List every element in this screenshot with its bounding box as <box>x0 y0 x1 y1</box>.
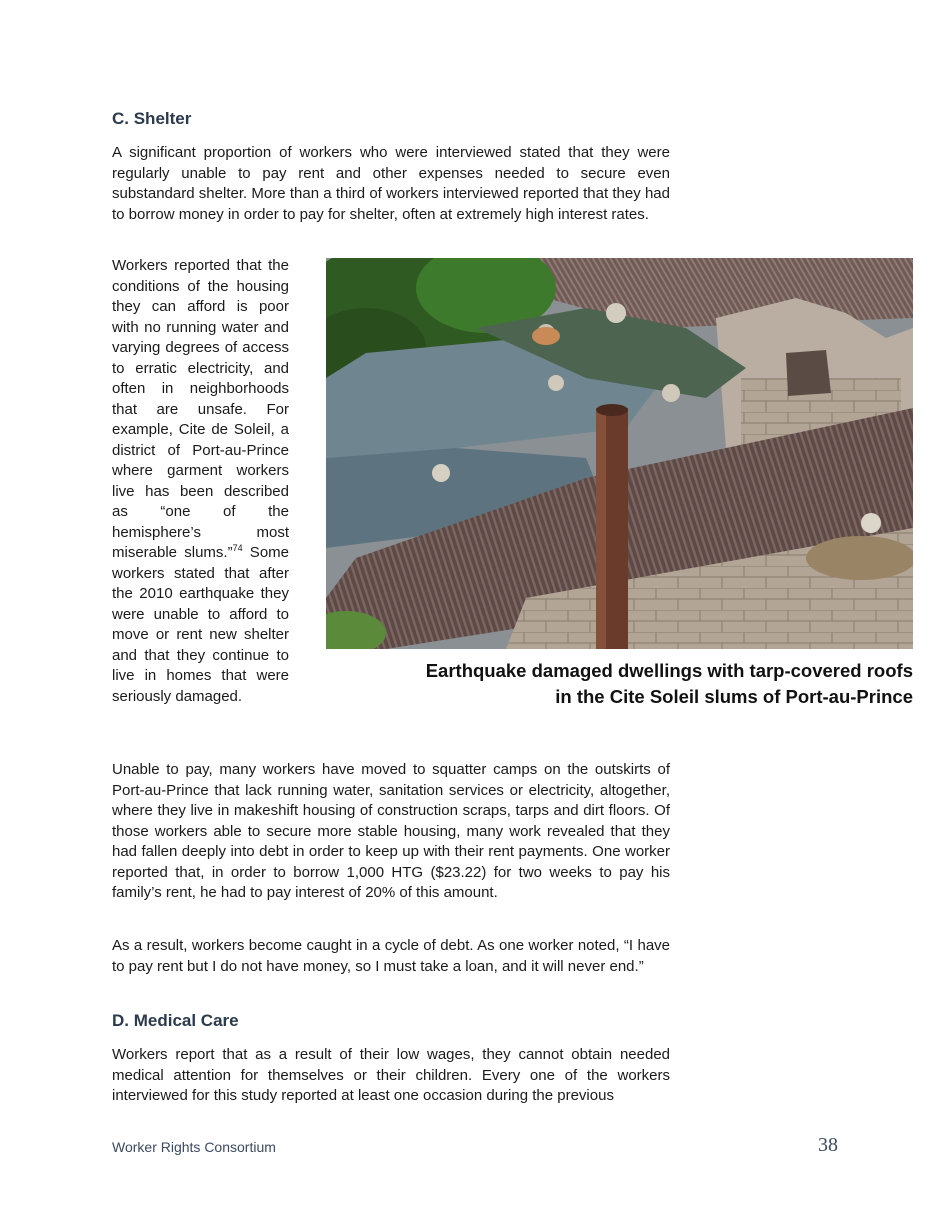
shelter-paragraph-3: As a result, workers become caught in a cycle of debt. As one worker noted, “I have to pay rent but I do not have money, so I must take a loan, and it will never end.” <box>112 937 670 975</box>
footnote-reference: 74 <box>232 543 243 553</box>
earthquake-dwellings-photo <box>326 258 913 649</box>
medical-care-paragraph: Workers report that as a result of their low wages, they cannot obtain needed medical attention for themselves or their children. Every one of the workers interviewed for this study reported at least one occasion during the previous <box>112 1046 670 1104</box>
shelter-paragraph-2: Unable to pay, many workers have moved to squatter camps on the outskirts of Port-au-Prince that lack running water, sanitation services or electricity, altogether, where they live in makeshift housing of construction scraps, tarps and dirt floors. Of those workers able to secure more stable housing, many work revealed that they had fallen deeply into debt in order to keep up with their rent payments. One worker reported that, in order to borrow 1,000 HTG ($23.22) for two weeks to pay his family’s rent, he had to pay interest of 20% of this amount. <box>112 761 670 901</box>
footer-organization: Worker Rights Consortium <box>112 1139 276 1155</box>
photo-caption-line-1: Earthquake damaged dwellings with tarp-covered roofs <box>425 660 913 681</box>
photo-caption <box>326 658 913 710</box>
shelter-side-text-continued: Some workers stated that after the 2010 earthquake they were unable to afford to move or rent new shelter and that they continue to live in homes that were seriously damaged. <box>112 544 289 705</box>
shelter-side-paragraph <box>112 256 289 707</box>
section-heading-shelter: C. Shelter <box>112 109 192 128</box>
shelter-side-text: Workers reported that the conditions of the housing they can afford is poor with no running water and varying degrees of access to erratic electricity, and often in neighborhoods that are unsafe. For example, Cite de Soleil, a district of Port-au-Prince where garment workers live has been described as “one of the hemisphere’s most miserable slums.” <box>112 257 289 561</box>
photo-caption-line-2: in the Cite Soleil slums of Port-au-Prince <box>555 686 913 707</box>
page-number: 38 <box>818 1134 838 1156</box>
shelter-intro-paragraph: A significant proportion of workers who were interviewed stated that they were regularly unable to pay rent and other expenses needed to secure even substandard shelter. More than a third of workers interviewed reported that they had to borrow money in order to pay for shelter, often at extremely high interest rates. <box>112 144 670 223</box>
section-heading-medical-care: D. Medical Care <box>112 1011 239 1030</box>
